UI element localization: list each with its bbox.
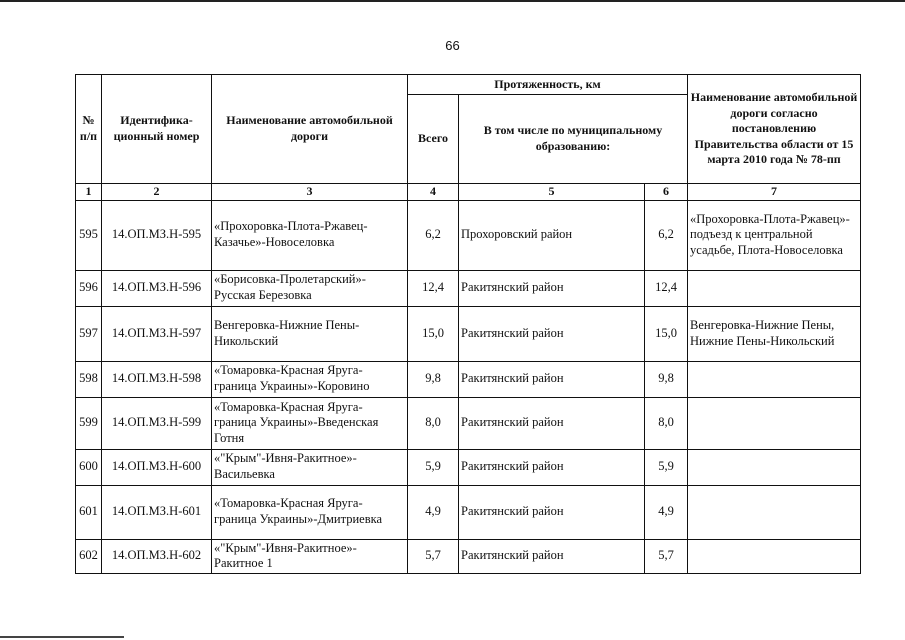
row-district: Ракитянский район — [459, 397, 645, 449]
header-road-name: Наименование автомобильной дороги — [212, 75, 408, 184]
column-number: 3 — [212, 184, 408, 201]
column-number: 7 — [688, 184, 861, 201]
row-num: 601 — [76, 485, 102, 539]
row-district: Ракитянский район — [459, 361, 645, 397]
row-road-name: «Борисовка-Пролетарский»-Русская Березовка — [212, 270, 408, 306]
header-id: Идентифика-ционный номер — [102, 75, 212, 184]
row-road-name: «Прохоровка-Плота-Ржавец-Казачье»-Новоселовка — [212, 200, 408, 270]
header-municipal: В том числе по муниципальному образованию: — [459, 95, 688, 184]
table-row — [76, 485, 861, 539]
row-id: 14.ОП.МЗ.Н-602 — [102, 539, 212, 573]
row-district: Прохоровский район — [459, 200, 645, 270]
row-district: Ракитянский район — [459, 270, 645, 306]
table-row — [76, 200, 861, 270]
row-km: 4,9 — [645, 485, 688, 539]
row-num: 599 — [76, 397, 102, 449]
row-district: Ракитянский район — [459, 306, 645, 361]
table-row — [76, 449, 861, 485]
row-official-name — [688, 539, 861, 573]
column-number: 1 — [76, 184, 102, 201]
table-row — [76, 539, 861, 573]
row-id: 14.ОП.МЗ.Н-596 — [102, 270, 212, 306]
row-road-name: «"Крым"-Ивня-Ракитное»-Васильевка — [212, 449, 408, 485]
row-official-name — [688, 361, 861, 397]
row-official-name — [688, 270, 861, 306]
row-official-name: «Прохоровка-Плота-Ржавец»-подъезд к центральной усадьбе, Плота-Новоселовка — [688, 200, 861, 270]
row-total: 5,7 — [408, 539, 459, 573]
row-road-name: «Томаровка-Красная Яруга-граница Украины»-Коровино — [212, 361, 408, 397]
table-row — [76, 306, 861, 361]
column-number: 4 — [408, 184, 459, 201]
row-km: 6,2 — [645, 200, 688, 270]
table-row — [76, 270, 861, 306]
row-km: 9,8 — [645, 361, 688, 397]
row-num: 602 — [76, 539, 102, 573]
row-id: 14.ОП.МЗ.Н-600 — [102, 449, 212, 485]
header-total: Всего — [408, 95, 459, 184]
top-border-line — [0, 0, 905, 2]
row-id: 14.ОП.МЗ.Н-598 — [102, 361, 212, 397]
row-km: 12,4 — [645, 270, 688, 306]
column-number: 6 — [645, 184, 688, 201]
row-total: 9,8 — [408, 361, 459, 397]
row-district: Ракитянский район — [459, 449, 645, 485]
row-num: 598 — [76, 361, 102, 397]
table-row — [76, 397, 861, 449]
row-id: 14.ОП.МЗ.Н-597 — [102, 306, 212, 361]
row-official-name — [688, 449, 861, 485]
row-road-name: «Томаровка-Красная Яруга-граница Украины»-Введенская Готня — [212, 397, 408, 449]
row-official-name — [688, 397, 861, 449]
row-total: 6,2 — [408, 200, 459, 270]
row-total: 8,0 — [408, 397, 459, 449]
row-total: 15,0 — [408, 306, 459, 361]
row-official-name: Венгеровка-Нижние Пены, Нижние Пены-Никольский — [688, 306, 861, 361]
row-road-name: «Томаровка-Красная Яруга-граница Украины»-Дмитриевка — [212, 485, 408, 539]
row-num: 595 — [76, 200, 102, 270]
row-km: 5,9 — [645, 449, 688, 485]
bottom-edge-mark — [0, 636, 124, 638]
row-km: 5,7 — [645, 539, 688, 573]
header-length-group: Протяженность, км — [408, 75, 688, 95]
row-km: 8,0 — [645, 397, 688, 449]
header-official-name: Наименование автомобильной дороги согласно постановлению Правительства области от 15 марта 2010 года № 78-пп — [688, 75, 861, 184]
row-num: 596 — [76, 270, 102, 306]
row-district: Ракитянский район — [459, 539, 645, 573]
row-num: 600 — [76, 449, 102, 485]
table-row — [76, 361, 861, 397]
row-road-name: «"Крым"-Ивня-Ракитное»-Ракитное 1 — [212, 539, 408, 573]
row-id: 14.ОП.МЗ.Н-601 — [102, 485, 212, 539]
column-number: 2 — [102, 184, 212, 201]
row-total: 4,9 — [408, 485, 459, 539]
header-num: № п/п — [76, 75, 102, 184]
row-total: 12,4 — [408, 270, 459, 306]
row-id: 14.ОП.МЗ.Н-599 — [102, 397, 212, 449]
row-official-name — [688, 485, 861, 539]
row-district: Ракитянский район — [459, 485, 645, 539]
row-total: 5,9 — [408, 449, 459, 485]
row-km: 15,0 — [645, 306, 688, 361]
row-num: 597 — [76, 306, 102, 361]
row-road-name: Венгеровка-Нижние Пены-Никольский — [212, 306, 408, 361]
roads-table — [75, 74, 861, 574]
column-number: 5 — [459, 184, 645, 201]
page-number: 66 — [445, 38, 460, 53]
row-id: 14.ОП.МЗ.Н-595 — [102, 200, 212, 270]
